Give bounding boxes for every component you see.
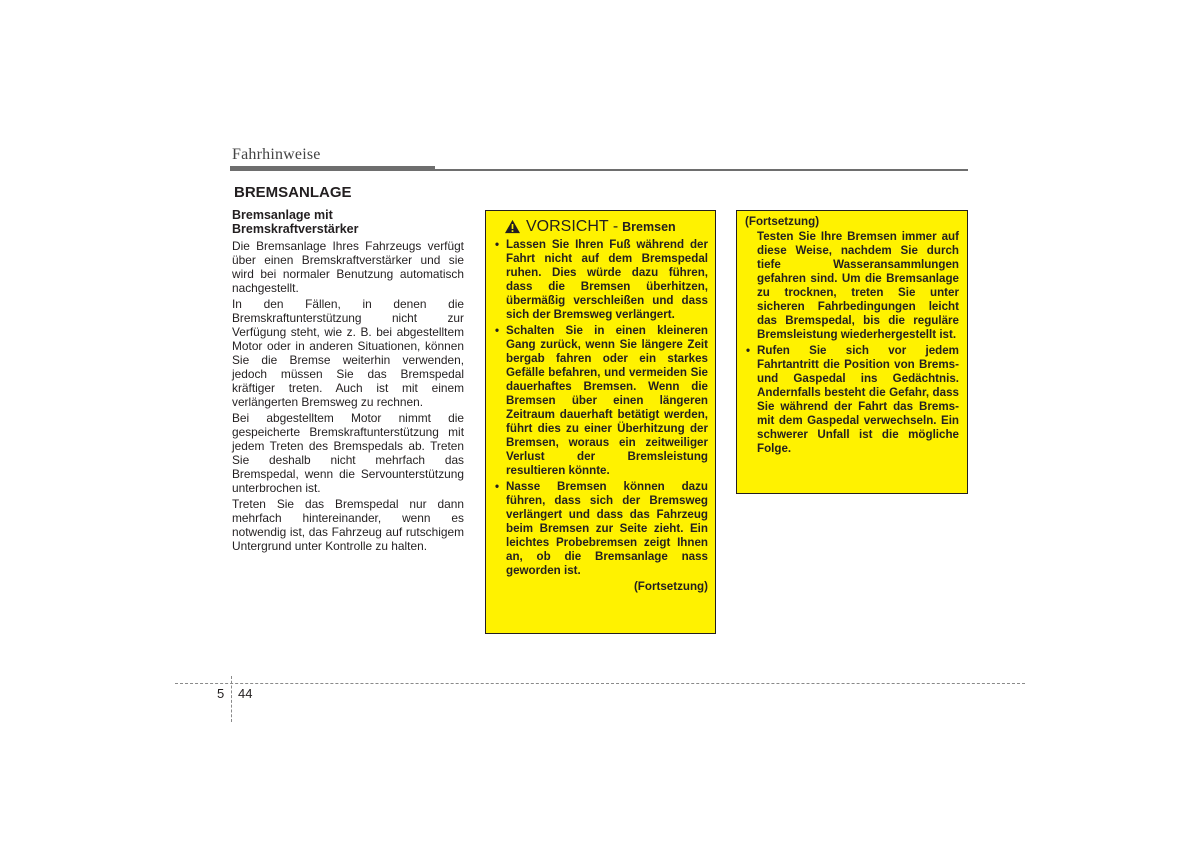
chapter-number: 5	[217, 686, 225, 701]
header-rule-thin	[435, 169, 968, 171]
warning-triangle-icon	[504, 219, 521, 234]
continued-note: (Fortsetzung)	[633, 580, 708, 593]
list-item: • Lassen Sie Ihren Fuß während der Fahrt nicht auf dem Bremspedal ruhen. Dies würde dazu führen, dass die Bremsen überhitzen, übermäßig verschleißen und dass sich der Bremsweg verlängert.	[495, 238, 708, 321]
caution-topic: Bremsen	[622, 219, 676, 234]
continued-label: (Fortsetzung)	[745, 215, 820, 228]
body-column	[232, 208, 464, 555]
caution-list	[745, 344, 959, 456]
caution-continuation-box	[736, 210, 968, 494]
caution-list	[494, 238, 708, 578]
continued-paragraph: Testen Sie Ihre Bremsen immer auf diese Weise, nachdem Sie durch tiefe Wasseransammlungen gefahren sind. Um die Bremsanlage zu trocknen, treten Sie unter sicheren Fahrbedingungen leicht das Bremspedal, bis die reguläre Bremsleistung wiederhergestellt ist.	[757, 230, 959, 341]
list-item: • Rufen Sie sich vor jedem Fahrtantritt die Position von Brems- und Gaspedal ins Gedächtnis. Andernfalls besteht die Gefahr, dass Sie während der Fahrt das Brems- mit dem Gaspedal verwechseln. Ein schwerer Unfall ist die mögliche Folge.	[746, 344, 959, 455]
paragraph: Treten Sie das Bremspedal nur dann mehrfach hintereinander, wenn es notwendig ist, das Fahrzeug auf rutschigem Untergrund unter Kontrolle zu halten.	[232, 497, 464, 553]
paragraph: In den Fällen, in denen die Bremskraftunterstützung nicht zur Verfügung steht, wie z. B. bei abgestelltem Motor oder in anderen Situationen, können Sie die Bremse weiterhin verwenden, jedoch müssen Sie das Bremspedal kräftiger treten. Auch ist mit einem verlängerten Bremsweg zu rechnen.	[232, 297, 464, 409]
footer-divider	[175, 683, 1025, 684]
running-header: Fahrhinweise	[232, 146, 321, 163]
section-title: BREMSANLAGE	[234, 184, 352, 201]
subsection-title	[232, 208, 464, 236]
footer-divider-vertical	[231, 676, 232, 722]
header-rule-thick	[230, 166, 435, 171]
caution-label: VORSICHT -	[526, 217, 619, 235]
subsection-title-line2: Bremskraftverstärker	[232, 222, 359, 236]
paragraph: Bei abgestelltem Motor nimmt die gespeicherte Bremskraftunterstützung mit jedem Treten des Bremspedals ab. Treten Sie deshalb nicht mehrfach das Bremspedal, wenn die Servounterstützung unterbrochen ist.	[232, 411, 464, 495]
page-number: 44	[238, 686, 253, 701]
subsection-title-line1: Bremsanlage mit	[232, 208, 333, 222]
paragraph: Die Bremsanlage Ihres Fahrzeugs verfügt über einen Bremskraftverstärker und sie wird bei normaler Benutzung automatisch nachgestellt.	[232, 239, 464, 295]
list-item: • Schalten Sie in einen kleineren Gang zurück, wenn Sie längere Zeit bergab fahren oder ein starkes Gefälle befahren, und vermeiden Sie dauerhaftes Bremsen. Wenn die Bremsen über einen längeren Zeitraum dauerhaft betätigt werden, führt dies zu einer Überhitzung der Bremsen, woraus ein zeitweiliger Verlust der Bremsleistung resultieren könnte.	[495, 324, 708, 477]
list-item: • Nasse Bremsen können dazu führen, dass sich der Bremsweg verlängert und dass das Fahrzeug beim Bremsen zur Seite zieht. Ein leichtes Probebremsen zeigt Ihnen an, ob die Bremsanlage nass geworden ist.	[495, 480, 708, 577]
caution-heading	[504, 219, 708, 234]
caution-box	[485, 210, 716, 634]
